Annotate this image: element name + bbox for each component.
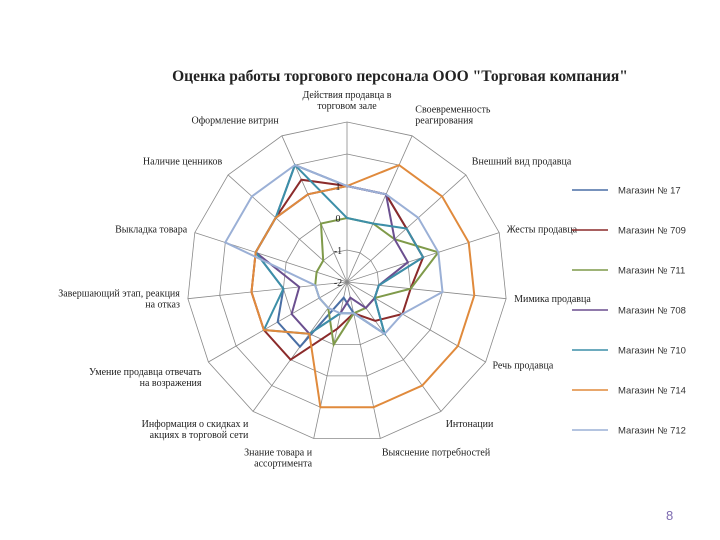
axis-label: Речь продавца	[492, 360, 554, 372]
axis-label: Жесты продавца	[506, 224, 578, 236]
legend-label: Магазин № 710	[618, 345, 686, 357]
radar-axis-labels	[58, 90, 591, 469]
axis-label: Выяснение потребностей	[381, 447, 491, 459]
axis-label: Действия продавца в торговом зале	[302, 90, 392, 112]
page-number: 8	[666, 508, 674, 523]
tick-label: -1	[333, 246, 343, 257]
axis-label: Интонации	[445, 418, 494, 430]
axis-spoke	[347, 136, 412, 282]
legend-label: Магазин № 714	[618, 385, 686, 397]
legend-label: Магазин № 709	[618, 225, 686, 237]
tick-label: -2	[333, 278, 343, 289]
legend-label: Магазин № 708	[618, 305, 686, 317]
radar-tick-labels	[334, 182, 342, 289]
legend-label: Магазин № 17	[618, 185, 681, 197]
axis-label: Мимика продавца	[514, 294, 591, 306]
chart-title: Оценка работы торгового персонала ООО "Торговая компания"	[172, 68, 628, 85]
axis-label: Внешний вид продавца	[471, 156, 572, 168]
tick-label: 1	[335, 182, 341, 193]
legend-label: Магазин № 711	[618, 265, 686, 277]
chart-legend	[572, 186, 686, 437]
axis-label: Наличие ценников	[142, 156, 223, 168]
axis-label: Умение продавца отвечать на возражения	[89, 367, 202, 389]
axis-label: Выкладка товара	[115, 224, 188, 236]
axis-label: Завершающий этап, реакция на отказ	[58, 288, 180, 311]
axis-label: Информация о скидках и акциях в торговой сети	[141, 418, 249, 441]
axis-label: Знание товара и ассортимента	[244, 447, 313, 470]
tick-label: 0	[335, 214, 341, 225]
axis-spoke	[195, 233, 347, 282]
axis-spoke	[228, 175, 347, 282]
axis-label: Своевременность реагирования	[415, 104, 491, 127]
legend-label: Магазин № 712	[618, 425, 686, 437]
axis-label: Оформление витрин	[191, 115, 279, 127]
